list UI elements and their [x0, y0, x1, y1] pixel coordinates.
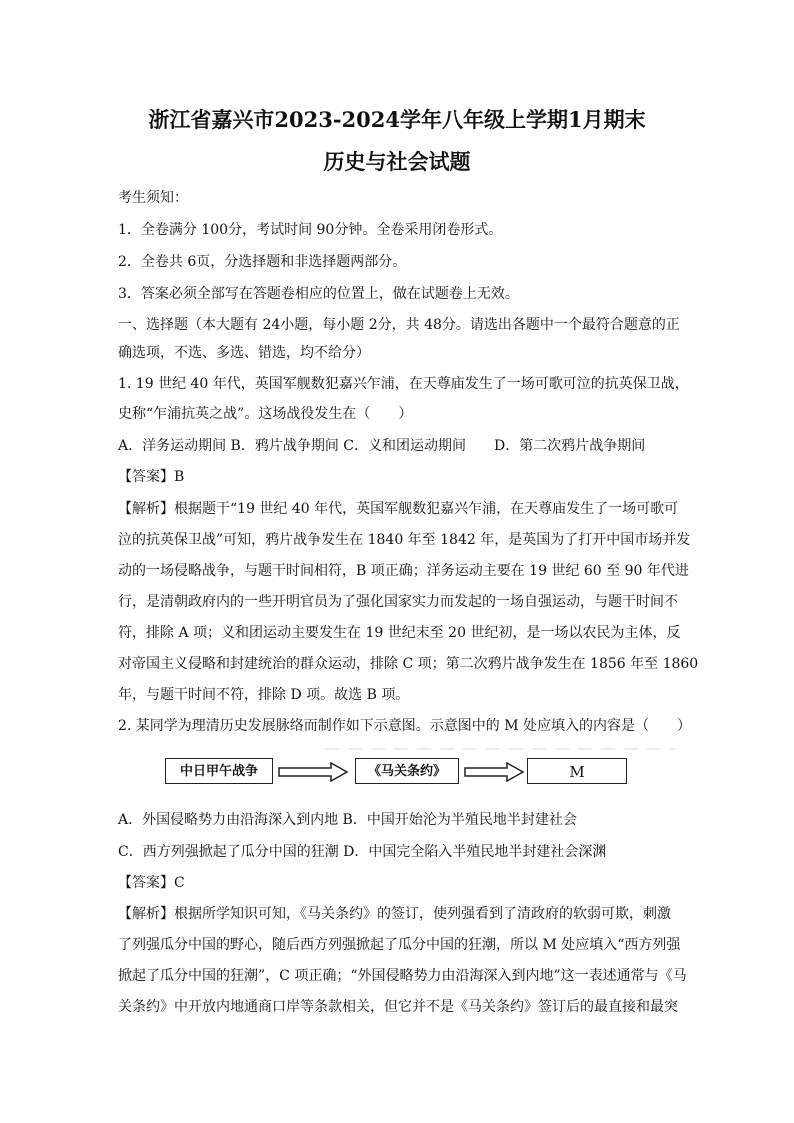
question-2-analysis: 【解析】根据所学知识可知，《马关条约》的签订，使列强看到了清政府的软弱可欺，刺激 [118, 906, 671, 922]
question-2-stem: 2. 某同学为理清历史发展脉络而制作如下示意图。示意图中的 M 处应填入的内容是（ ） [118, 718, 692, 734]
question-1-analysis: 【解析】根据题干“19 世纪 40 年代，英国军舰数犯嘉兴乍浦，在天尊庙发生了一场可歌可 [118, 501, 679, 517]
question-2-analysis-line: 掀起了瓜分中国的狂潮”，C 项正确；“外国侵略势力由沿海深入到内地”这一表述通常与《马 [118, 968, 687, 984]
diagram-box-m: M [527, 758, 627, 784]
question-1-stem: 1. 19 世纪 40 年代，英国军舰数犯嘉兴乍浦，在天尊庙发生了一场可歌可泣的抗英保卫战， [118, 376, 689, 392]
section-heading: 一、选择题（本大题有 24小题，每小题 2分，共 48分。请选出各题中一个最符合题意的正 [118, 317, 680, 333]
question-1-stem-cont: 史称“乍浦抗英之战”。这场战役发生在（ ） [118, 406, 413, 422]
diagram-box-treaty: 《马关条约》 [355, 758, 459, 784]
question-2-options-cd: C．西方列强掀起了瓜分中国的狂潮 D．中国完全陷入半殖民地半封建社会深渊 [118, 844, 607, 860]
question-2-analysis-line: 关条约》中开放内地通商口岸等条款相关，但它并不是《马关条约》签订后的最直接和最突 [118, 999, 678, 1015]
exam-subtitle: 历史与社会试题 [323, 149, 471, 174]
question-1-analysis-line: 泣的抗英保卫战”可知，鸦片战争发生在 1840 年至 1842 年，是英国为了打开中国市场并发 [118, 532, 691, 548]
question-1-answer: 【答案】B [118, 469, 185, 485]
notice-heading: 考生须知： [118, 190, 188, 206]
scan-artifact [325, 745, 675, 753]
section-heading-cont: 确选项，不选、多选、错选，均不给分） [118, 345, 370, 361]
question-1-options: A．洋务运动期间 B．鸦片战争期间 C．义和团运动期间 D．第二次鸦片战争期间 [118, 438, 646, 454]
right-arrow-icon [463, 762, 525, 782]
notice-item-2: 2．全卷共 6页，分选择题和非选择题两部分。 [118, 254, 407, 270]
question-2-answer: 【答案】C [118, 875, 185, 891]
question-1-analysis-line: 符，排除 A 项；义和团运动主要发生在 19 世纪末至 20 世纪初，是一场以农民为主体，反 [118, 625, 681, 641]
question-2-options-ab: A．外国侵略势力由沿海深入到内地 B．中国开始沦为半殖民地半封建社会 [118, 812, 577, 828]
question-1-analysis-line: 年，与题干时间不符，排除 D 项。故选 B 项。 [118, 687, 410, 703]
diagram-box-war: 中日甲午战争 [165, 758, 273, 784]
flow-diagram [165, 758, 627, 788]
question-1-analysis-line: 对帝国主义侵略和封建统治的群众运动，排除 C 项；第二次鸦片战争发生在 1856 年至 1860 [118, 656, 699, 672]
question-2-analysis-line: 了列强瓜分中国的野心，随后西方列强掀起了瓜分中国的狂潮，所以 M 处应填入“西方列强 [118, 937, 681, 953]
right-arrow-icon [277, 762, 349, 782]
notice-item-3: 3．答案必须全部写在答题卷相应的位置上，做在试题卷上无效。 [118, 286, 519, 302]
question-1-analysis-line: 动的一场侵略战争，与题干时间相符，B 项正确；洋务运动主要在 19 世纪 60 至 90 年代进 [118, 563, 689, 579]
notice-item-1: 1．全卷满分 100分，考试时间 90分钟。全卷采用闭卷形式。 [118, 222, 503, 238]
exam-title: 浙江省嘉兴市2023-2024学年八年级上学期1月期末 [148, 107, 646, 132]
question-1-analysis-line: 行，是清朝政府内的一些开明官员为了强化国家实力而发起的一场自强运动，与题干时间不 [118, 594, 678, 610]
